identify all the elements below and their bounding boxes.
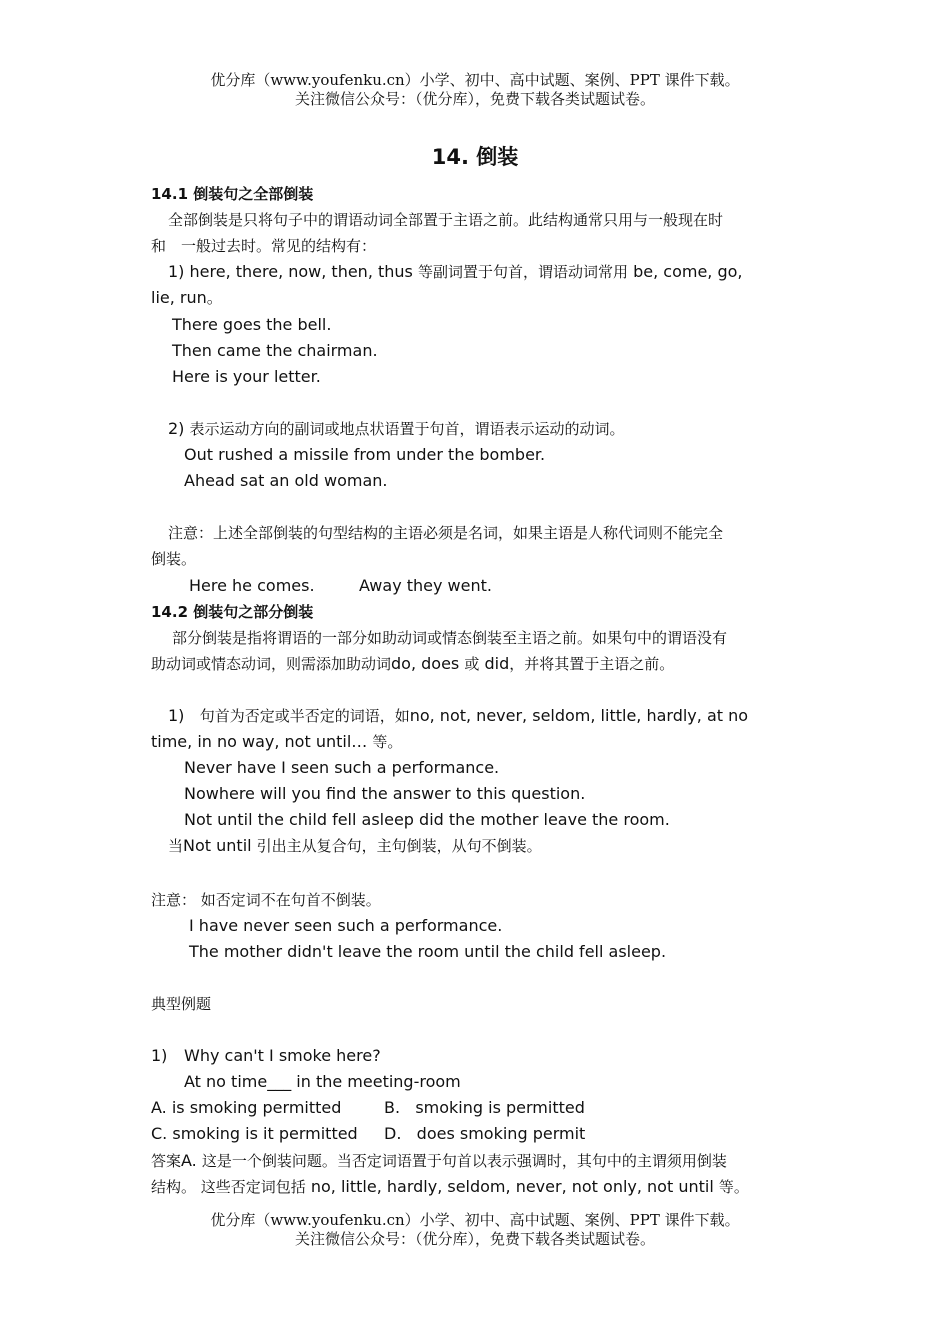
example-sentence: Ahead sat an old woman. [184,471,388,490]
option-text: does smoking permit [416,1124,586,1143]
example-sentence: Never have I seen such a performance. [184,758,500,777]
section1-rule1-line1 [168,259,742,285]
rule2-desc: 表示运动方向的副词或地点状语置于句首，谓语表示运动的动词。 [189,420,625,438]
page-header-line2: 关注微信公众号：（优分库），免费下载各类试题试卷。 [294,90,655,108]
rule1-words: 1) here, there, now, then, thus [168,262,413,281]
note-part: 引出主从复合句，主句倒装，从句不倒装。 [256,837,542,855]
option-text: smoking is it permitted [172,1124,358,1143]
option-text: is smoking permitted [171,1098,342,1117]
example-sentence: Here he comes. [189,576,315,595]
answer-explanation: 结构。 这些否定词包括 [151,1178,306,1196]
section-heading-14-2: 14.2 倒装句之部分倒装 [151,603,314,621]
question-number: 1) [151,1046,168,1065]
rule1-desc: 等副词置于句首，谓语动词常用 [417,263,628,281]
answer-line1 [151,1148,727,1174]
note-part: 当 [168,837,184,855]
intro2-or: 或 [464,655,480,673]
intro2-aux: do, does [391,654,460,673]
section2-rule1-line2 [151,729,402,755]
section2-intro-line2 [151,651,674,677]
section1-intro-line2: 和 一般过去时。常见的结构有： [151,237,377,255]
option-a [151,1095,341,1121]
page-footer-line2: 关注微信公众号：（优分库），免费下载各类试题试卷。 [294,1230,655,1248]
answer-words: no, little, hardly, seldom, never, not only, not until [310,1177,714,1196]
examples-heading: 典型例题 [151,995,212,1013]
example-sentence: Then came the chairman. [172,341,378,360]
rule-desc: 句首为否定或半否定的词语，如 [199,707,410,725]
answer-explanation: 这是一个倒装问题。当否定词语置于句首以表示强调时，其句中的主谓须用倒装 [201,1152,727,1170]
section1-rule2 [168,416,625,442]
option-b [384,1095,585,1121]
note-keyword: Not until [183,836,252,855]
example-sentence: The mother didn't leave the room until the child fell asleep. [189,942,667,961]
section1-note-line1: 注意：上述全部倒装的句型结构的主语必须是名词，如果主语是人称代词则不能完全 [168,524,724,542]
section2-intro-line1: 部分倒装是指将谓语的一部分如助动词或情态倒装至主语之前。如果句中的谓语没有 [172,629,728,647]
example-sentence: There goes the bell. [172,315,332,334]
section1-note-line2: 倒装。 [151,550,197,568]
example-sentence: Not until the child fell asleep did the mother leave the room. [184,810,670,829]
answer-label: 答案 [151,1152,182,1170]
section1-rule1-line2: lie, run。 [151,288,223,307]
option-label: D. [384,1124,402,1143]
example-sentence: Away they went. [359,576,492,595]
page-header-line1: 优分库（www.youfenku.cn）小学、初中、高中试题、案例、PPT 课件下载。 [210,71,740,89]
answer-choice: A. [181,1151,197,1170]
example-sentence: I have never seen such a performance. [189,916,503,935]
example-sentence: Here is your letter. [172,367,321,386]
section1-intro-line1: 全部倒装是只将句子中的谓语动词全部置于主语之前。此结构通常只用与一般现在时 [168,211,724,229]
answer-line2 [151,1174,749,1200]
option-text: smoking is permitted [415,1098,585,1117]
rule-end: 等。 [372,733,403,751]
section2-rule1-note [168,833,542,859]
option-d [384,1121,585,1147]
rule-words: time, in no way, not until… [151,732,368,751]
intro2-end: ，并将其置于主语之前。 [509,655,675,673]
section2-note [151,887,381,913]
option-c [151,1121,358,1147]
option-label: B. [384,1098,401,1117]
page-footer-line1: 优分库（www.youfenku.cn）小学、初中、高中试题、案例、PPT 课件下载。 [210,1211,740,1229]
page-title: 14. 倒装 [431,145,519,169]
answer-end: 等。 [718,1178,749,1196]
intro2-part: 助动词或情态动词，则需添加助动词 [151,655,392,673]
note-text: 如否定词不在句首不倒装。 [200,891,381,909]
rule-number: 1) [168,706,185,725]
option-label: A. [151,1098,167,1117]
rule-words: no, not, never, seldom, little, hardly, at no [409,706,749,725]
example-sentence: Out rushed a missile from under the bomber. [184,445,546,464]
rule2-number: 2) [168,419,185,438]
section2-rule1-line1 [168,703,748,729]
example-sentence: Nowhere will you find the answer to this question. [184,784,586,803]
question-prompt: At no time___ in the meeting-room [184,1072,461,1091]
section-heading-14-1: 14.1 倒装句之全部倒装 [151,185,314,203]
note-label: 注意： [151,891,197,909]
intro2-did: did [484,654,510,673]
question-text: Why can't I smoke here? [184,1046,381,1065]
option-label: C. [151,1124,168,1143]
rule1-verbs: be, come, go, [633,262,743,281]
